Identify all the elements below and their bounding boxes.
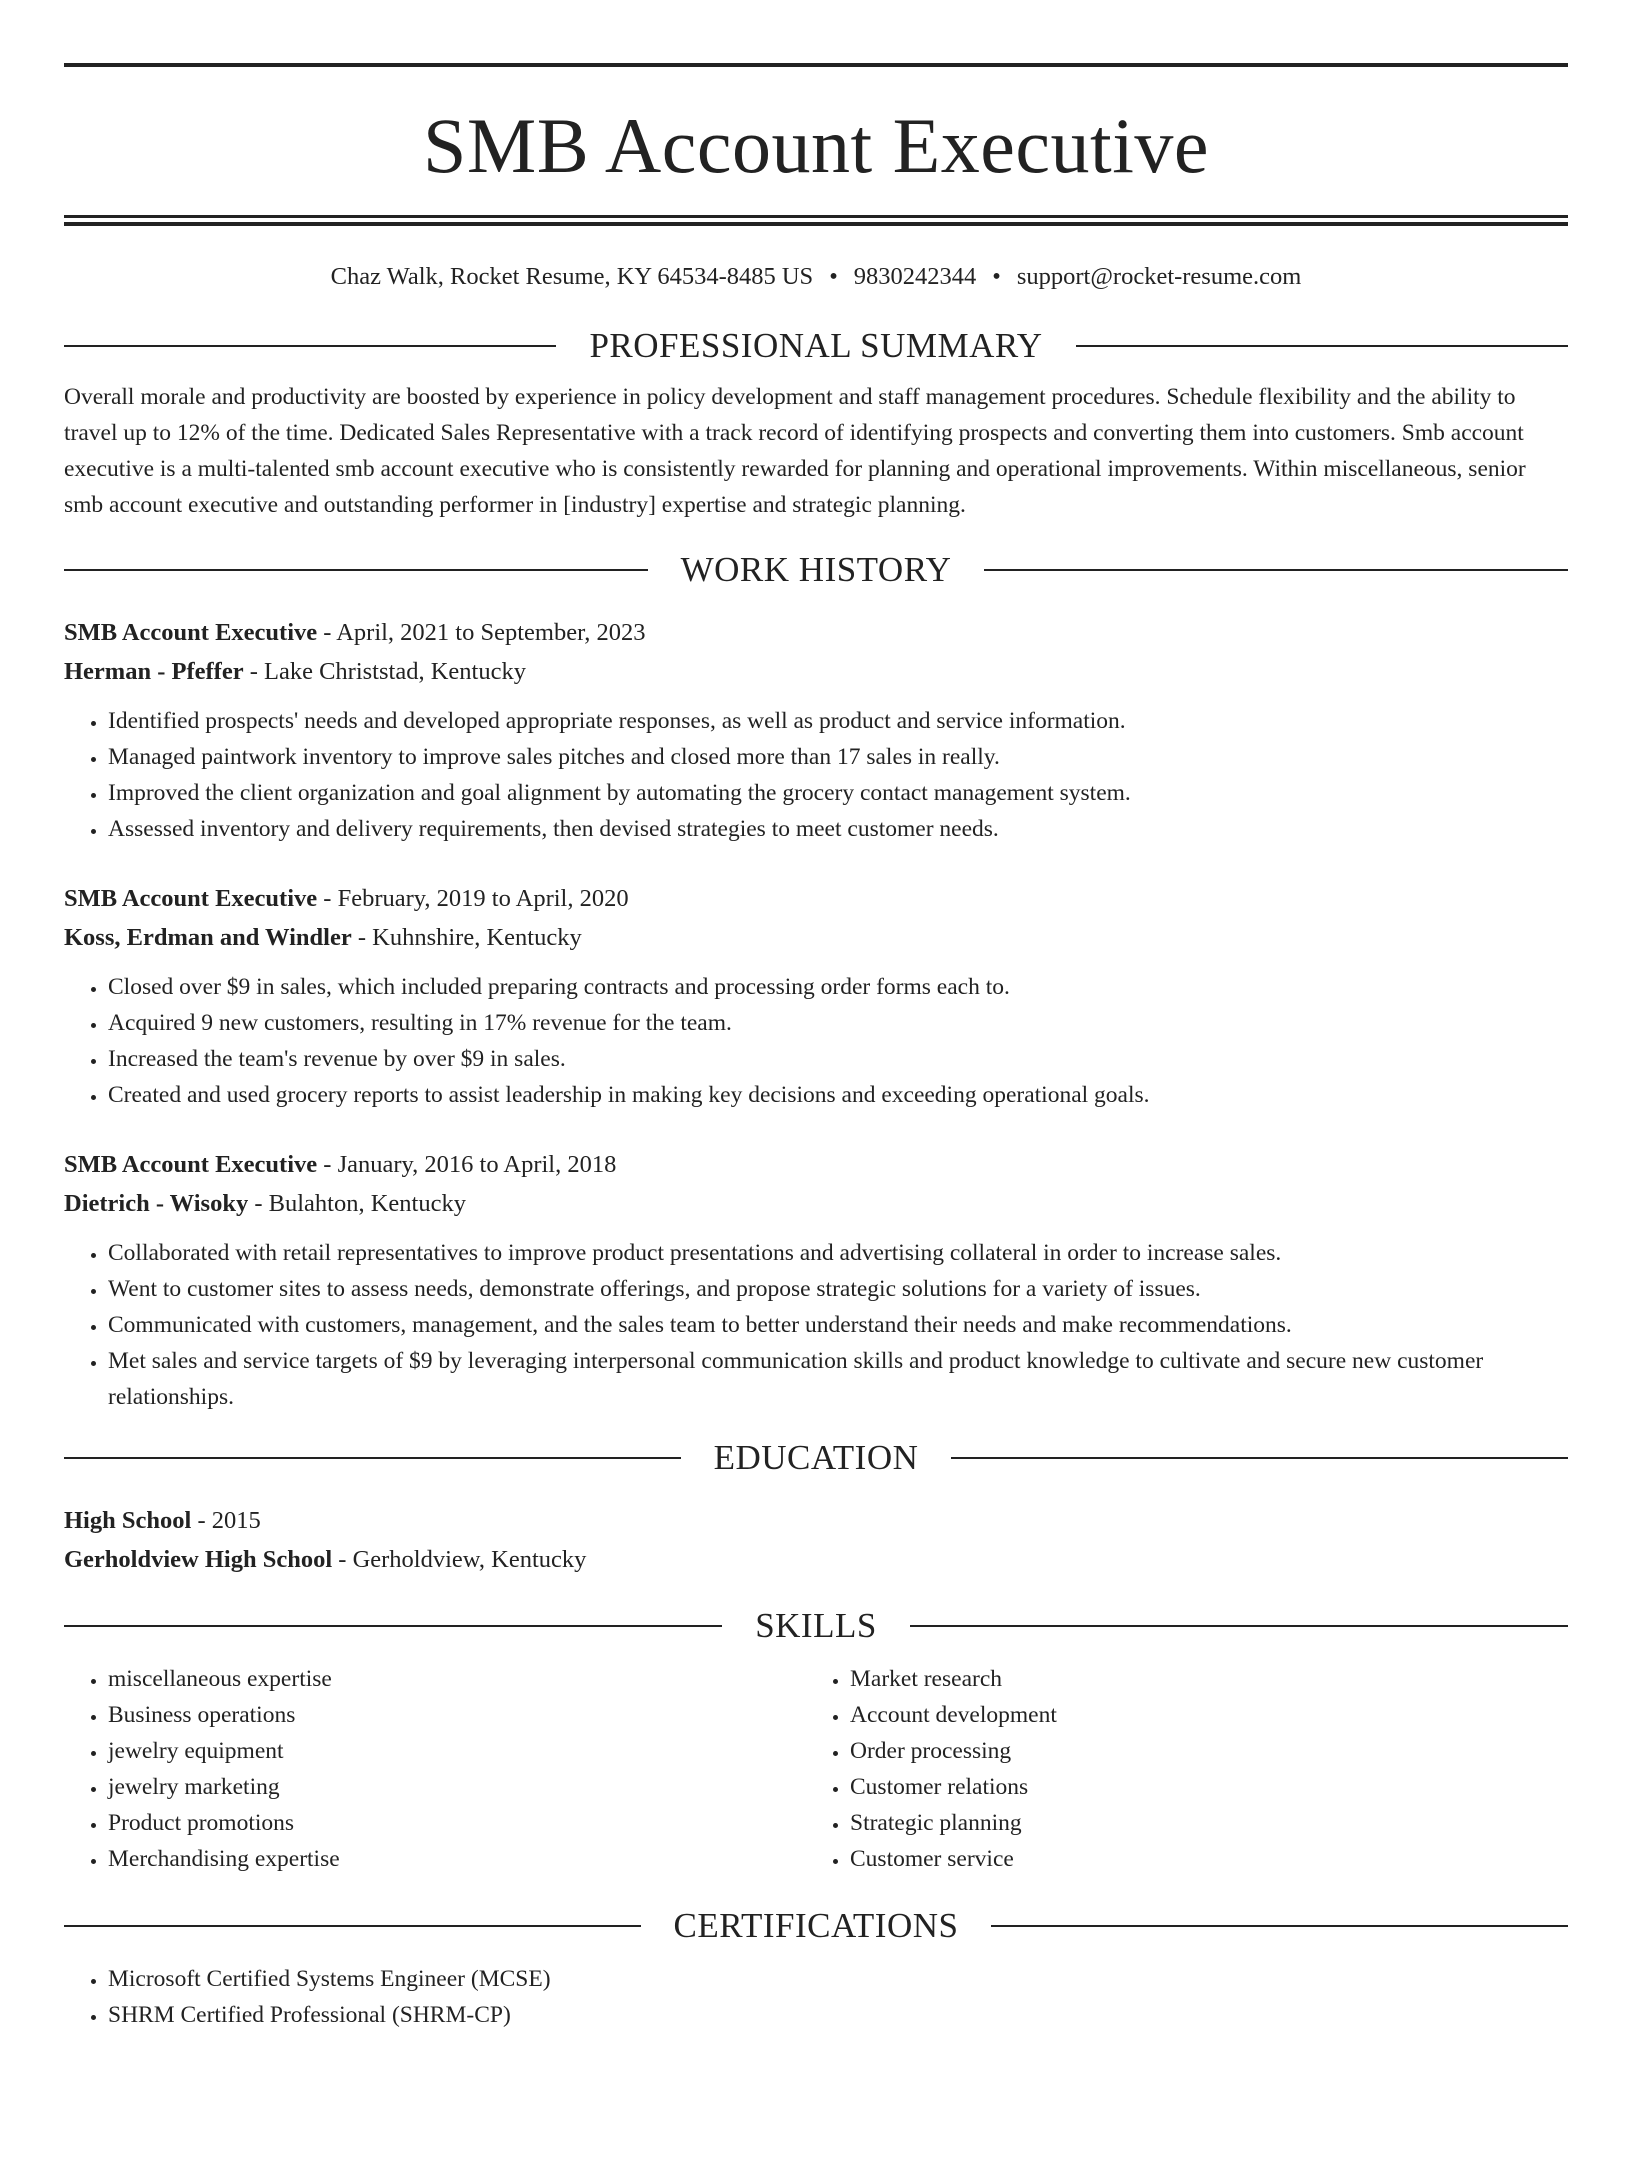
skill-item: • Account development [850, 1697, 1548, 1733]
skills-bullets [806, 1661, 1548, 1877]
section-rule [64, 1925, 641, 1927]
job-title-line [64, 879, 1568, 918]
education-school: Gerholdview High School [64, 1546, 333, 1574]
education-location: - Gerholdview, Kentucky [338, 1546, 587, 1574]
job-title: SMB Account Executive [64, 619, 318, 647]
skill-item: • Order processing [850, 1733, 1548, 1769]
job-bullet: • Created and used grocery reports to assist leadership in making key decisions and exceeding operational goals. [108, 1077, 1568, 1113]
section-rule [64, 345, 556, 347]
section-header-certifications [64, 1905, 1568, 1947]
section-header-work [64, 549, 1568, 591]
job-bullet: • Closed over $9 in sales, which included preparing contracts and processing order forms each to. [108, 969, 1568, 1005]
skill-item: • jewelry marketing [108, 1769, 806, 1805]
job-company: Herman - Pfeffer [64, 658, 244, 686]
job-company-line [64, 918, 1568, 957]
job-entry [64, 613, 1568, 847]
skill-item: • Customer service [850, 1841, 1548, 1877]
job-bullet: • Communicated with customers, management, and the sales team to better understand their needs and make recommendations. [108, 1307, 1568, 1343]
skill-item: • jewelry equipment [108, 1733, 806, 1769]
title-double-rule [64, 215, 1568, 226]
section-rule [910, 1625, 1568, 1627]
certifications-list [64, 1961, 1568, 2033]
job-dates: - February, 2019 to April, 2020 [323, 885, 629, 913]
job-entry [64, 1145, 1568, 1415]
section-rule [1076, 345, 1568, 347]
skill-item: • Customer relations [850, 1769, 1548, 1805]
education-year: - 2015 [197, 1507, 261, 1535]
section-rule [64, 1457, 681, 1459]
job-location: - Lake Christstad, Kentucky [249, 658, 526, 686]
job-title: SMB Account Executive [64, 1151, 318, 1179]
education-degree: High School [64, 1507, 192, 1535]
skill-item: • miscellaneous expertise [108, 1661, 806, 1697]
job-company-line [64, 652, 1568, 691]
job-location: - Kuhnshire, Kentucky [357, 924, 582, 952]
job-bullet: • Identified prospects' needs and developed appropriate responses, as well as product and service information. [108, 703, 1568, 739]
summary-text: Overall morale and productivity are boosted by experience in policy development and staff management procedures. Schedule flexibility and the ability to travel up to 12% of the time. Dedicated Sales Representative with a track record of identifying prospects and converting them into customers. Smb account executive is a multi-talented smb account executive who is consistently rewarded for planning and operational improvements. Within miscellaneous, senior smb account executive and outstanding performer in [industry] expertise and strategic planning. [64, 384, 1526, 519]
section-header-summary [64, 325, 1568, 367]
section-title-summary: PROFESSIONAL SUMMARY [589, 326, 1043, 366]
education-degree-line [64, 1501, 1568, 1540]
section-rule [64, 569, 648, 571]
job-bullets [64, 1235, 1568, 1415]
section-title-certifications: CERTIFICATIONS [673, 1906, 959, 1946]
job-bullet: • Assessed inventory and delivery requirements, then devised strategies to meet customer needs. [108, 811, 1568, 847]
skill-item: • Product promotions [108, 1805, 806, 1841]
skills-column-left [64, 1661, 806, 1877]
education-entry [64, 1501, 1568, 1579]
section-rule [64, 1625, 722, 1627]
contact-email: support@rocket-resume.com [1016, 263, 1302, 290]
job-title-line [64, 1145, 1568, 1184]
job-bullet: • Acquired 9 new customers, resulting in 17% revenue for the team. [108, 1005, 1568, 1041]
skill-item: • Merchandising expertise [108, 1841, 806, 1877]
section-header-skills [64, 1605, 1568, 1647]
job-bullets [64, 703, 1568, 847]
skill-item: • Market research [850, 1661, 1548, 1697]
certification-item: • Microsoft Certified Systems Engineer (MCSE) [108, 1961, 1568, 1997]
job-title-line [64, 613, 1568, 652]
section-title-skills: SKILLS [755, 1606, 877, 1646]
resume-page [0, 63, 1632, 2175]
section-rule [984, 569, 1568, 571]
skills-bullets [64, 1661, 806, 1877]
section-title-work: WORK HISTORY [680, 550, 952, 590]
job-bullet: • Met sales and service targets of $9 by leveraging interpersonal communication skills and product knowledge to cultivate and secure new customer relationships. [108, 1343, 1568, 1415]
contact-address: Chaz Walk, Rocket Resume, KY 64534-8485 US [330, 263, 814, 290]
job-entry [64, 879, 1568, 1113]
section-rule [951, 1457, 1568, 1459]
job-company-line [64, 1184, 1568, 1223]
section-rule [991, 1925, 1568, 1927]
job-company: Koss, Erdman and Windler [64, 924, 352, 952]
skills-list [64, 1661, 1568, 1877]
job-dates: - January, 2016 to April, 2018 [323, 1151, 617, 1179]
job-bullet: • Collaborated with retail representatives to improve product presentations and advertising collateral in order to increase sales. [108, 1235, 1568, 1271]
skill-item: • Business operations [108, 1697, 806, 1733]
job-company: Dietrich - Wisoky [64, 1190, 249, 1218]
education-school-line [64, 1540, 1568, 1579]
contact-phone: 9830242344 [853, 263, 977, 290]
section-header-education [64, 1437, 1568, 1479]
skills-column-right [806, 1661, 1548, 1877]
contact-separator: • [992, 263, 1001, 290]
job-dates: - April, 2021 to September, 2023 [323, 619, 646, 647]
certification-item: • SHRM Certified Professional (SHRM-CP) [108, 1997, 1568, 2033]
section-title-education: EDUCATION [713, 1438, 919, 1478]
job-bullet: • Went to customer sites to assess needs, demonstrate offerings, and propose strategic solutions for a variety of issues. [108, 1271, 1568, 1307]
top-rule [64, 63, 1568, 67]
skill-item: • Strategic planning [850, 1805, 1548, 1841]
job-title: SMB Account Executive [64, 885, 318, 913]
job-location: - Bulahton, Kentucky [254, 1190, 466, 1218]
contact-separator: • [829, 263, 838, 290]
resume-title: SMB Account Executive [422, 102, 1210, 189]
job-bullet: • Increased the team's revenue by over $9 in sales. [108, 1041, 1568, 1077]
job-bullets [64, 969, 1568, 1113]
job-bullet: • Managed paintwork inventory to improve sales pitches and closed more than 17 sales in really. [108, 739, 1568, 775]
certification-bullets [64, 1961, 1568, 2033]
job-bullet: • Improved the client organization and goal alignment by automating the grocery contact management system. [108, 775, 1568, 811]
contact-line [64, 262, 1568, 291]
